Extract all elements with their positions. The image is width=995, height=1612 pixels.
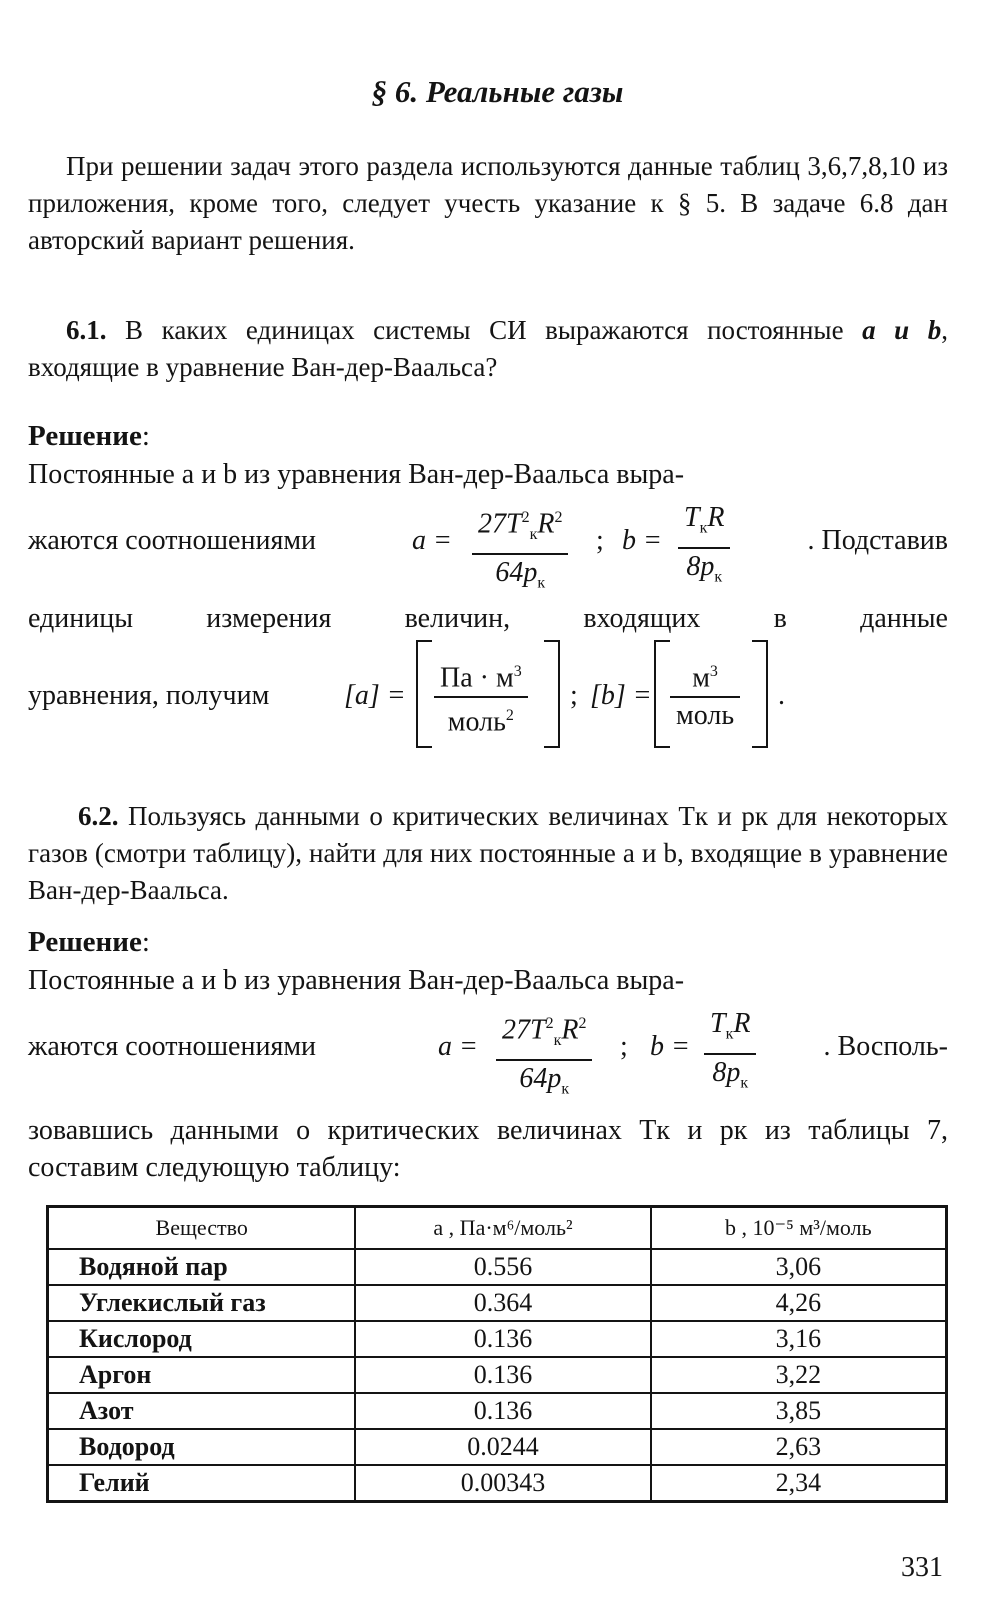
substance-name: Углекислый газ xyxy=(48,1285,356,1321)
unit-b-lhs: [b] = xyxy=(590,680,652,711)
substance-name: Аргон xyxy=(48,1357,356,1393)
b-numerator: $T_кR$ xyxy=(710,1008,751,1043)
header-a: a , Па·м⁶/моль² xyxy=(355,1207,650,1250)
problem-vars: a и b xyxy=(862,315,942,345)
a-value: 0.0244 xyxy=(355,1429,650,1465)
a-value: 0.364 xyxy=(355,1285,650,1321)
b-value: 3,22 xyxy=(651,1357,947,1393)
table-row xyxy=(48,1321,947,1357)
b-value: 3,16 xyxy=(651,1321,947,1357)
a-denominator: $64p_к$ xyxy=(496,1059,592,1108)
formula-prefix: жаются соотношениями xyxy=(28,1031,317,1062)
formula-line xyxy=(28,1006,948,1098)
table-row xyxy=(48,1429,947,1465)
unit-b-denominator: моль xyxy=(670,696,740,734)
b-value: 3,06 xyxy=(651,1249,947,1285)
unit-a-numerator: Па · $м^3$ xyxy=(440,662,522,694)
problem-text-b: , входящие в уравнение Ван-дер-Ваальса? xyxy=(28,315,948,382)
unit-a-lhs: [a] = xyxy=(344,680,406,711)
right-bracket xyxy=(544,640,560,748)
unit-end: . xyxy=(778,680,785,711)
problem-number: 6.2. xyxy=(78,801,119,831)
b-value: 2,34 xyxy=(651,1465,947,1502)
solution-after-text: зовавшись данными о критических величинах Tк и pк из таблицы 7, составим следующую таблицу: xyxy=(28,1115,948,1183)
table-row xyxy=(48,1357,947,1393)
solution-line-1: Постоянные a и b из уравнения Ван-дер-Ваальса выра- xyxy=(28,459,685,490)
a-equals: a = xyxy=(438,1031,478,1062)
a-value: 0.136 xyxy=(355,1357,650,1393)
intro-paragraph xyxy=(28,148,948,259)
formula-suffix: . Подставив xyxy=(807,525,948,556)
solution-heading xyxy=(28,420,150,453)
problem-6-2-statement xyxy=(28,798,948,909)
substance-name: Водяной пар xyxy=(48,1249,356,1285)
a-value: 0.00343 xyxy=(355,1465,650,1502)
left-bracket xyxy=(416,640,432,748)
table-row xyxy=(48,1285,947,1321)
b-denominator: $8p_к$ xyxy=(678,547,730,596)
unit-b-fraction xyxy=(670,654,740,734)
formula-semicolon: ; xyxy=(596,525,604,556)
units-line xyxy=(28,640,948,750)
intro-text: При решении задач этого раздела используются данные таблиц 3,6,7,8,10 из приложения, кроме того, следует учесть указание к § 5. В задаче 6.8 дан авторский вариант решения. xyxy=(28,151,948,255)
a-numerator: $27T^2_кR^2$ xyxy=(478,508,563,543)
formula-line xyxy=(28,500,948,592)
b-numerator: $T_кR$ xyxy=(684,502,725,537)
solution-colon: : xyxy=(141,420,150,452)
left-bracket xyxy=(654,640,670,748)
table-row xyxy=(48,1249,947,1285)
substance-name: Водород xyxy=(48,1429,356,1465)
a-numerator: $27T^2_кR^2$ xyxy=(502,1014,587,1049)
solution-line-3: единицы измерения величин, входящих в данные xyxy=(28,603,948,634)
formula-suffix: . Восполь- xyxy=(823,1031,948,1062)
problem-6-1-statement xyxy=(28,312,948,386)
solution-label: Решение xyxy=(28,420,142,452)
constants-table xyxy=(46,1205,948,1503)
problem-text: Пользуясь данными о критических величинах Tк и pк для некоторых газов (смотри таблицу), найти для них постоянные a и b, входящие в уравнение Ван-дер-Ваальса. xyxy=(28,801,948,905)
formula-semicolon: ; xyxy=(620,1031,628,1062)
solution-line-1: Постоянные a и b из уравнения Ван-дер-Ваальса выра- xyxy=(28,965,685,996)
a-value: 0.556 xyxy=(355,1249,650,1285)
unit-separator: ; xyxy=(570,680,578,711)
unit-a-denominator: моль$^2$ xyxy=(434,696,528,740)
a-value: 0.136 xyxy=(355,1393,650,1429)
problem-text-a: В каких единицах системы СИ выражаются постоянные xyxy=(106,315,863,345)
b-fraction xyxy=(678,500,730,595)
section-title: § 6. Реальные газы xyxy=(371,74,624,109)
solution-heading xyxy=(28,926,150,959)
table-header-row xyxy=(48,1207,947,1250)
b-equals: b = xyxy=(650,1031,690,1062)
formula-prefix: жаются соотношениями xyxy=(28,525,317,556)
b-value: 2,63 xyxy=(651,1429,947,1465)
b-denominator: $8p_к$ xyxy=(704,1053,756,1102)
b-equals: b = xyxy=(622,525,662,556)
b-fraction xyxy=(704,1006,756,1101)
unit-b-numerator: $м^3$ xyxy=(692,662,718,694)
a-equals: a = xyxy=(412,525,452,556)
solution-colon: : xyxy=(141,926,150,958)
table-row xyxy=(48,1393,947,1429)
a-denominator: $64p_к$ xyxy=(472,553,568,602)
problem-number: 6.1. xyxy=(66,315,107,345)
b-value: 3,85 xyxy=(651,1393,947,1429)
table-row xyxy=(48,1465,947,1502)
right-bracket xyxy=(752,640,768,748)
substance-name: Кислород xyxy=(48,1321,356,1357)
substance-name: Азот xyxy=(48,1393,356,1429)
a-value: 0.136 xyxy=(355,1321,650,1357)
units-prefix: уравнения, получим xyxy=(28,680,270,711)
solution-label: Решение xyxy=(28,926,142,958)
b-value: 4,26 xyxy=(651,1285,947,1321)
a-fraction xyxy=(496,1006,592,1108)
header-substance: Вещество xyxy=(48,1207,356,1250)
a-fraction xyxy=(472,500,568,602)
unit-a-fraction xyxy=(434,654,528,741)
header-b: b , 10⁻⁵ м³/моль xyxy=(651,1207,947,1250)
page-number: 331 xyxy=(901,1552,943,1583)
substance-name: Гелий xyxy=(48,1465,356,1502)
